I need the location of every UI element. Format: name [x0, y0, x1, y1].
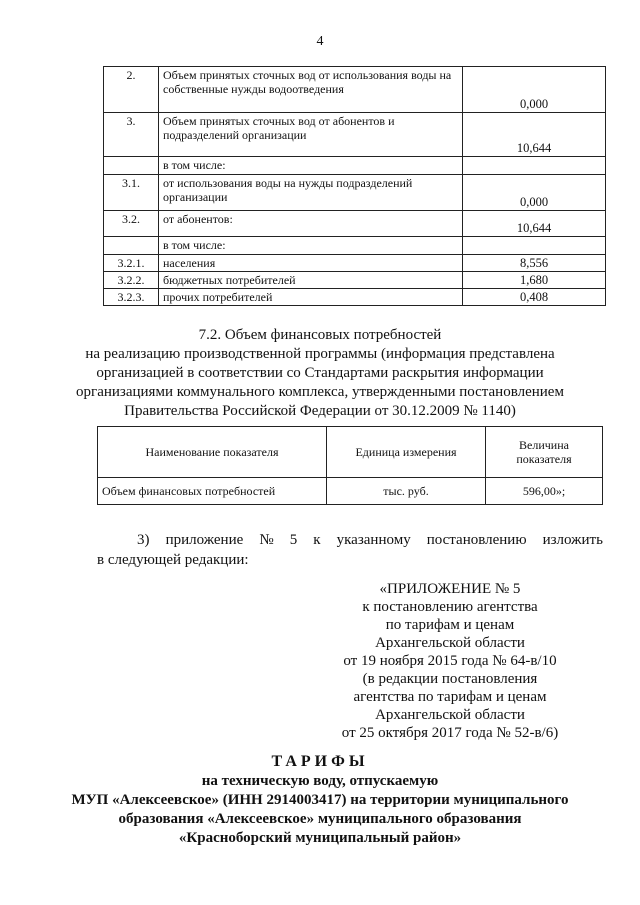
paragraph-word: 3)	[137, 532, 150, 548]
paragraph-word: к	[313, 532, 321, 548]
row-number-cell: 3.	[104, 113, 159, 157]
table-row	[104, 237, 606, 255]
row-value-cell	[463, 157, 606, 175]
volume-table	[103, 66, 606, 306]
row-name-cell: бюджетных потребителей	[159, 272, 463, 289]
tariffs-line: «Красноборский муниципальный район»	[178, 830, 462, 846]
row-number-cell	[104, 157, 159, 175]
row-value-cell	[463, 237, 606, 255]
table-row	[104, 255, 606, 272]
row-value-cell: 0,000	[463, 175, 606, 211]
section-line: организацией в соответствии со Стандартами раскрытия информации	[96, 365, 544, 381]
row-value-cell: 1,680	[463, 272, 606, 289]
appendix-line: к постановлению агентства	[362, 599, 538, 615]
appendix-line: (в редакции постановления	[362, 671, 538, 687]
finance-cell: 596,00»;	[486, 478, 603, 505]
section-heading-block	[0, 326, 640, 421]
row-name-cell: от использования воды на нужды подразделений организации	[159, 175, 463, 211]
finance-header-cell: Величина показателя	[486, 427, 603, 478]
paragraph-word: указанному	[336, 532, 411, 548]
finance-header-row	[98, 427, 603, 478]
table-row	[104, 175, 606, 211]
row-value-cell: 0,000	[463, 67, 606, 113]
table-row	[104, 211, 606, 237]
row-number-cell	[104, 237, 159, 255]
appendix-line: Архангельской области	[375, 707, 525, 723]
row-number-cell: 3.1.	[104, 175, 159, 211]
row-number-cell: 3.2.2.	[104, 272, 159, 289]
row-name-cell: от абонентов:	[159, 211, 463, 237]
paragraph-second-line: в следующей редакции:	[97, 552, 249, 568]
appendix-line: агентства по тарифам и ценам	[353, 689, 547, 705]
table-row	[104, 67, 606, 113]
table-row	[104, 113, 606, 157]
row-name-cell: в том числе:	[159, 237, 463, 255]
row-value-cell: 0,408	[463, 289, 606, 306]
row-value-cell: 8,556	[463, 255, 606, 272]
finance-header-cell: Единица измерения	[327, 427, 486, 478]
row-name-cell: в том числе:	[159, 157, 463, 175]
appendix-line: по тарифам и ценам	[385, 617, 515, 633]
finance-cell: тыс. руб.	[327, 478, 486, 505]
tariffs-line: образования «Алексеевское» муниципального образования	[118, 811, 522, 827]
appendix-line: «ПРИЛОЖЕНИЕ № 5	[379, 581, 521, 597]
paragraph-word: №	[259, 532, 274, 548]
section-line: организациями коммунального комплекса, утвержденными постановлением	[76, 384, 564, 400]
appendix-line: Архангельской области	[375, 635, 525, 651]
finance-table	[97, 426, 603, 505]
finance-cell: Объем финансовых потребностей	[98, 478, 327, 505]
section-line: на реализацию производственной программы (информация представлена	[85, 346, 555, 362]
table-row	[104, 272, 606, 289]
finance-header-cell: Наименование показателя	[98, 427, 327, 478]
appendix-line: от 25 октября 2017 года № 52-в/6)	[341, 725, 559, 741]
tariffs-line: на техническую воду, отпускаемую	[201, 773, 439, 789]
paragraph-word: изложить	[542, 532, 603, 548]
appendix-line: от 19 ноября 2015 года № 64-в/10	[343, 653, 557, 669]
tariffs-title: ТАРИФЫ	[271, 753, 369, 770]
row-number-cell: 3.2.1.	[104, 255, 159, 272]
page-number: 4	[316, 34, 324, 49]
row-number-cell: 3.2.3.	[104, 289, 159, 306]
paragraph-first-line	[97, 530, 603, 550]
appendix-block	[330, 580, 570, 742]
tariffs-line: МУП «Алексеевское» (ИНН 2914003417) на территории муниципального	[71, 792, 569, 808]
row-name-cell: Объем принятых сточных вод от использования воды на собственные нужды водоотведения	[159, 67, 463, 113]
row-name-cell: прочих потребителей	[159, 289, 463, 306]
section-heading: 7.2. Объем финансовых потребностей	[198, 327, 442, 343]
paragraph-word: постановлению	[426, 532, 527, 548]
row-value-cell: 10,644	[463, 211, 606, 237]
section-line: Правительства Российской Федерации от 30.12.2009 № 1140)	[124, 403, 516, 419]
row-name-cell: Объем принятых сточных вод от абонентов и подразделений организации	[159, 113, 463, 157]
amendment-paragraph	[97, 530, 603, 570]
table-row	[104, 157, 606, 175]
tariffs-block	[0, 752, 640, 848]
finance-data-row	[98, 478, 603, 505]
row-value-cell: 10,644	[463, 113, 606, 157]
row-number-cell: 3.2.	[104, 211, 159, 237]
table-row	[104, 289, 606, 306]
paragraph-word: 5	[289, 532, 298, 548]
paragraph-word: приложение	[165, 532, 244, 548]
row-name-cell: населения	[159, 255, 463, 272]
row-number-cell: 2.	[104, 67, 159, 113]
